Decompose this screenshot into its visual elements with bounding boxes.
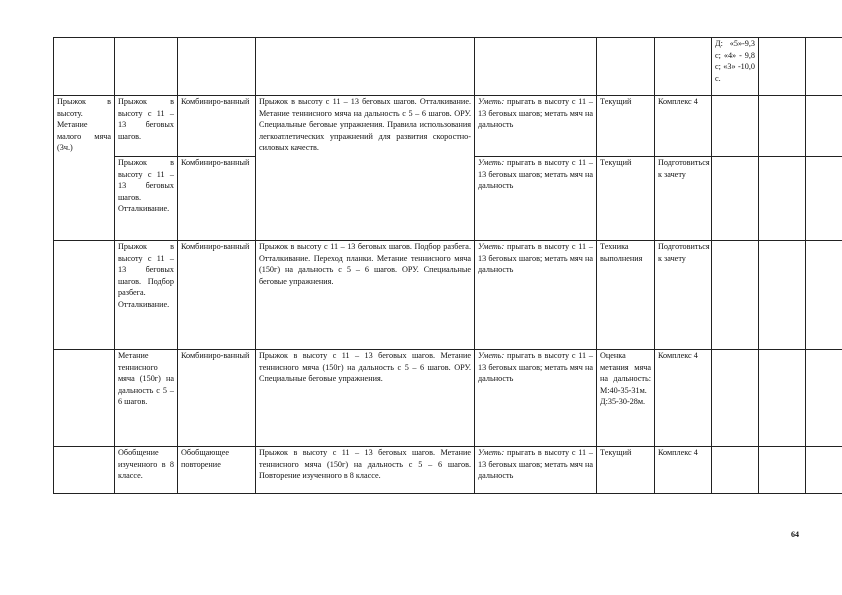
page-number: 64 bbox=[791, 530, 799, 539]
table-cell bbox=[115, 38, 178, 96]
table-cell bbox=[475, 38, 597, 96]
table-cell bbox=[712, 157, 759, 241]
table-cell bbox=[759, 96, 806, 157]
requirements-cell bbox=[475, 157, 597, 241]
lesson-type-cell: Комбиниро-ванный bbox=[178, 241, 256, 350]
requirements-lead: Уметь: bbox=[478, 97, 505, 106]
requirements-lead: Уметь: bbox=[478, 242, 505, 251]
table-row bbox=[54, 241, 842, 350]
table-cell bbox=[806, 350, 842, 447]
lesson-content-cell: Прыжок в высоту с 11 – 13 беговых шагов. Отталкивание. Метание теннисного мяча на дальность с 5 – 6 шагов. ОРУ. Специальные беговые упражнения. Правила использования легкоатлетических упражнений для развития скоростно-силовых качеств. bbox=[256, 96, 475, 241]
homework-cell: Подготовиться к зачету bbox=[655, 241, 712, 350]
lesson-topic-cell: Прыжок в высоту с 11 – 13 беговых шагов. Отталкивание. bbox=[115, 157, 178, 241]
table-cell bbox=[54, 241, 115, 350]
control-type-cell: Текущий bbox=[597, 96, 655, 157]
table-cell bbox=[759, 241, 806, 350]
lesson-type-cell: Комбиниро-ванный bbox=[178, 96, 256, 157]
table-row bbox=[54, 96, 842, 157]
requirements-cell bbox=[475, 350, 597, 447]
table-row bbox=[54, 38, 842, 96]
table-cell bbox=[759, 350, 806, 447]
table-row bbox=[54, 350, 842, 447]
requirements-cell bbox=[475, 96, 597, 157]
table-cell bbox=[256, 38, 475, 96]
lesson-content-cell: Прыжок в высоту с 11 – 13 беговых шагов. Подбор разбега. Отталкивание. Переход планки. Метание теннисного мяча (150г) на дальность с 5 – 6 шагов. ОРУ. Специальные беговые упражнения. bbox=[256, 241, 475, 350]
homework-cell: Комплекс 4 bbox=[655, 350, 712, 447]
table-cell bbox=[54, 447, 115, 494]
table-cell bbox=[806, 241, 842, 350]
lesson-topic-cell: Обобщение изученного в 8 классе. bbox=[115, 447, 178, 494]
table-cell bbox=[806, 447, 842, 494]
table-cell bbox=[759, 157, 806, 241]
lesson-topic-cell: Метание теннисного мяча (150г) на дальность с 5 – 6 шагов. bbox=[115, 350, 178, 447]
table-cell bbox=[712, 447, 759, 494]
table-cell bbox=[712, 96, 759, 157]
requirements-cell bbox=[475, 241, 597, 350]
table-cell bbox=[655, 38, 712, 96]
homework-cell: Подготовиться к зачету bbox=[655, 157, 712, 241]
lesson-plan-table bbox=[53, 37, 842, 494]
lesson-content-cell: Прыжок в высоту с 11 – 13 беговых шагов. Метание теннисного мяча (150г) на дальность с 5 – 6 шагов. Повторение изученного в 8 классе. bbox=[256, 447, 475, 494]
control-type-cell: Техника выполнения bbox=[597, 241, 655, 350]
lesson-type-cell: Комбиниро-ванный bbox=[178, 350, 256, 447]
control-type-cell: Текущий bbox=[597, 157, 655, 241]
requirements-text: прыгать в высоту с 11 – 13 беговых шагов; метать мяч на дальность bbox=[478, 242, 593, 275]
control-type-cell: Оценка метания мяча на дальность: М:40-35-31м. Д:35-30-28м. bbox=[597, 350, 655, 447]
requirements-cell bbox=[475, 447, 597, 494]
control-type-cell: Текущий bbox=[597, 447, 655, 494]
requirements-text: прыгать в высоту с 11 – 13 беговых шагов; метать мяч на дальность bbox=[478, 448, 593, 481]
table-cell bbox=[759, 447, 806, 494]
requirements-lead: Уметь: bbox=[478, 448, 505, 457]
lesson-topic-cell: Прыжок в высоту с 11 – 13 беговых шагов. Подбор разбега. Отталкивание. bbox=[115, 241, 178, 350]
requirements-text: прыгать в высоту с 11 – 13 беговых шагов; метать мяч на дальность bbox=[478, 158, 593, 191]
table-cell bbox=[806, 96, 842, 157]
requirements-lead: Уметь: bbox=[478, 351, 505, 360]
grade-norms-cell: Д: «5»-9,3 с; «4» - 9,8 с; «3» -10,0 с. bbox=[712, 38, 759, 96]
table-cell bbox=[712, 241, 759, 350]
homework-cell: Комплекс 4 bbox=[655, 447, 712, 494]
lesson-content-cell: Прыжок в высоту с 11 – 13 беговых шагов. Метание теннисного мяча (150г) на дальность с 5 – 6 шагов. ОРУ. Специальные беговые упражнения. bbox=[256, 350, 475, 447]
table-cell bbox=[54, 350, 115, 447]
table-cell bbox=[178, 38, 256, 96]
requirements-text: прыгать в высоту с 11 – 13 беговых шагов; метать мяч на дальность bbox=[478, 351, 593, 384]
lesson-type-cell: Комбиниро-ванный bbox=[178, 157, 256, 241]
table-cell bbox=[759, 38, 806, 96]
table-cell bbox=[712, 350, 759, 447]
section-topic-cell: Прыжок в высоту. Метание малого мяча (3ч.) bbox=[54, 96, 115, 241]
requirements-lead: Уметь: bbox=[478, 158, 505, 167]
lesson-topic-cell: Прыжок в высоту с 11 – 13 беговых шагов. bbox=[115, 96, 178, 157]
table-row bbox=[54, 447, 842, 494]
lesson-type-cell: Обобщающее повторение bbox=[178, 447, 256, 494]
table-cell bbox=[806, 157, 842, 241]
table-cell bbox=[806, 38, 842, 96]
homework-cell: Комплекс 4 bbox=[655, 96, 712, 157]
table-cell bbox=[597, 38, 655, 96]
requirements-text: прыгать в высоту с 11 – 13 беговых шагов; метать мяч на дальность bbox=[478, 97, 593, 130]
table-cell bbox=[54, 38, 115, 96]
